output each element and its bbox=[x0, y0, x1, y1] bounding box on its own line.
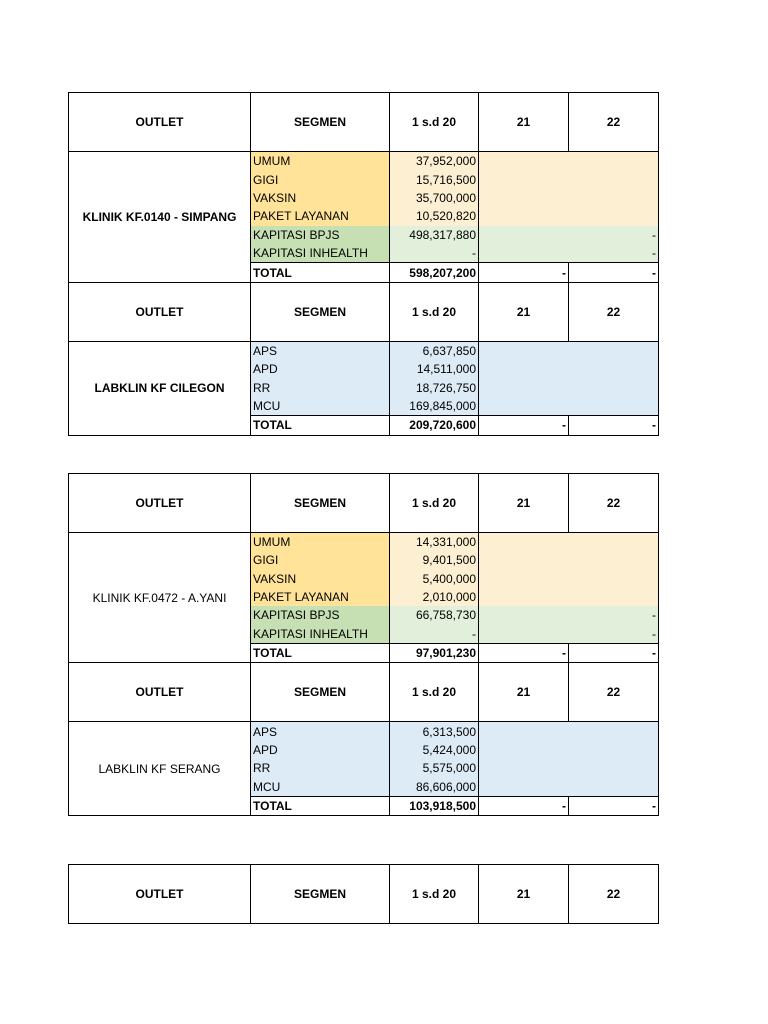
day21-cell bbox=[479, 722, 569, 741]
day21-cell bbox=[479, 152, 569, 171]
total-label: TOTAL bbox=[251, 796, 390, 815]
segment-cell: APS bbox=[251, 722, 390, 741]
table-row bbox=[69, 532, 659, 551]
header-period: 1 s.d 20 bbox=[390, 473, 479, 532]
header-21: 21 bbox=[479, 865, 569, 924]
day21-cell bbox=[479, 569, 569, 587]
header-22: 22 bbox=[569, 663, 659, 722]
day21-cell bbox=[479, 244, 569, 263]
value-cell: 14,511,000 bbox=[390, 360, 479, 378]
header-outlet: OUTLET bbox=[69, 282, 251, 341]
day22-cell bbox=[569, 569, 659, 587]
header-row bbox=[69, 663, 659, 722]
table-header-only bbox=[68, 864, 659, 924]
day22-cell bbox=[569, 778, 659, 797]
day22-cell bbox=[569, 532, 659, 551]
day22-cell: - bbox=[569, 244, 659, 263]
header-21: 21 bbox=[479, 473, 569, 532]
day22-cell bbox=[569, 551, 659, 569]
header-row bbox=[69, 865, 659, 924]
header-segmen: SEGMEN bbox=[251, 93, 390, 152]
segment-cell: UMUM bbox=[251, 532, 390, 551]
value-cell: 6,637,850 bbox=[390, 341, 479, 360]
header-row bbox=[69, 93, 659, 152]
day22-cell bbox=[569, 397, 659, 416]
value-cell: 66,758,730 bbox=[390, 606, 479, 624]
day22-cell: - bbox=[569, 226, 659, 244]
segment-cell: APS bbox=[251, 341, 390, 360]
header-outlet: OUTLET bbox=[69, 93, 251, 152]
total-day22: - bbox=[569, 644, 659, 663]
header-period: 1 s.d 20 bbox=[390, 865, 479, 924]
segment-cell: RR bbox=[251, 379, 390, 397]
value-cell: 9,401,500 bbox=[390, 551, 479, 569]
spreadsheet-page bbox=[68, 92, 658, 924]
value-cell: 2,010,000 bbox=[390, 588, 479, 606]
segment-cell: VAKSIN bbox=[251, 569, 390, 587]
header-21: 21 bbox=[479, 663, 569, 722]
segment-cell: KAPITASI INHEALTH bbox=[251, 625, 390, 644]
day22-cell bbox=[569, 341, 659, 360]
segment-cell: APD bbox=[251, 360, 390, 378]
day21-cell bbox=[479, 532, 569, 551]
total-day21: - bbox=[479, 416, 569, 435]
segment-cell: MCU bbox=[251, 778, 390, 797]
value-cell: - bbox=[390, 244, 479, 263]
segment-cell: KAPITASI BPJS bbox=[251, 226, 390, 244]
total-day21: - bbox=[479, 263, 569, 282]
day22-cell: - bbox=[569, 606, 659, 624]
value-cell: 5,575,000 bbox=[390, 759, 479, 777]
header-outlet: OUTLET bbox=[69, 663, 251, 722]
table-klinik-ayani bbox=[68, 473, 659, 817]
report-block-1 bbox=[68, 92, 658, 436]
day22-cell bbox=[569, 722, 659, 741]
segment-cell: VAKSIN bbox=[251, 189, 390, 207]
outlet-name: LABKLIN KF CILEGON bbox=[69, 341, 251, 435]
total-day22: - bbox=[569, 263, 659, 282]
total-label: TOTAL bbox=[251, 263, 390, 282]
header-22: 22 bbox=[569, 93, 659, 152]
day22-cell bbox=[569, 759, 659, 777]
segment-cell: KAPITASI INHEALTH bbox=[251, 244, 390, 263]
header-row bbox=[69, 473, 659, 532]
day21-cell bbox=[479, 741, 569, 759]
total-day22: - bbox=[569, 796, 659, 815]
segment-cell: PAKET LAYANAN bbox=[251, 207, 390, 225]
day22-cell bbox=[569, 379, 659, 397]
segment-cell: GIGI bbox=[251, 551, 390, 569]
value-cell: 37,952,000 bbox=[390, 152, 479, 171]
day21-cell bbox=[479, 606, 569, 624]
table-row bbox=[69, 722, 659, 741]
header-row bbox=[69, 282, 659, 341]
day21-cell bbox=[479, 551, 569, 569]
header-22: 22 bbox=[569, 473, 659, 532]
segment-cell: APD bbox=[251, 741, 390, 759]
total-day21: - bbox=[479, 796, 569, 815]
total-day21: - bbox=[479, 644, 569, 663]
day22-cell bbox=[569, 360, 659, 378]
value-cell: 14,331,000 bbox=[390, 532, 479, 551]
header-22: 22 bbox=[569, 865, 659, 924]
day21-cell bbox=[479, 397, 569, 416]
value-cell: 169,845,000 bbox=[390, 397, 479, 416]
value-cell: 86,606,000 bbox=[390, 778, 479, 797]
day21-cell bbox=[479, 588, 569, 606]
day21-cell bbox=[479, 226, 569, 244]
day21-cell bbox=[479, 189, 569, 207]
outlet-name: KLINIK KF.0472 - A.YANI bbox=[69, 532, 251, 663]
total-value: 103,918,500 bbox=[390, 796, 479, 815]
total-value: 97,901,230 bbox=[390, 644, 479, 663]
segment-cell: RR bbox=[251, 759, 390, 777]
header-21: 21 bbox=[479, 93, 569, 152]
total-label: TOTAL bbox=[251, 644, 390, 663]
value-cell: 35,700,000 bbox=[390, 189, 479, 207]
value-cell: - bbox=[390, 625, 479, 644]
report-block-2 bbox=[68, 473, 658, 817]
header-segmen: SEGMEN bbox=[251, 865, 390, 924]
day21-cell bbox=[479, 207, 569, 225]
header-period: 1 s.d 20 bbox=[390, 282, 479, 341]
header-period: 1 s.d 20 bbox=[390, 663, 479, 722]
header-outlet: OUTLET bbox=[69, 473, 251, 532]
value-cell: 6,313,500 bbox=[390, 722, 479, 741]
value-cell: 18,726,750 bbox=[390, 379, 479, 397]
segment-cell: GIGI bbox=[251, 170, 390, 188]
day21-cell bbox=[479, 379, 569, 397]
table-klinik-simpang bbox=[68, 92, 659, 436]
header-22: 22 bbox=[569, 282, 659, 341]
outlet-name: KLINIK KF.0140 - SIMPANG bbox=[69, 152, 251, 283]
day22-cell: - bbox=[569, 625, 659, 644]
value-cell: 5,424,000 bbox=[390, 741, 479, 759]
day22-cell bbox=[569, 207, 659, 225]
value-cell: 10,520,820 bbox=[390, 207, 479, 225]
total-label: TOTAL bbox=[251, 416, 390, 435]
table-row bbox=[69, 152, 659, 171]
day21-cell bbox=[479, 625, 569, 644]
header-outlet: OUTLET bbox=[69, 865, 251, 924]
value-cell: 15,716,500 bbox=[390, 170, 479, 188]
header-segmen: SEGMEN bbox=[251, 473, 390, 532]
day21-cell bbox=[479, 360, 569, 378]
day21-cell bbox=[479, 778, 569, 797]
day21-cell bbox=[479, 170, 569, 188]
header-period: 1 s.d 20 bbox=[390, 93, 479, 152]
day22-cell bbox=[569, 170, 659, 188]
day22-cell bbox=[569, 189, 659, 207]
segment-cell: PAKET LAYANAN bbox=[251, 588, 390, 606]
total-value: 209,720,600 bbox=[390, 416, 479, 435]
total-day22: - bbox=[569, 416, 659, 435]
outlet-name: LABKLIN KF SERANG bbox=[69, 722, 251, 816]
day21-cell bbox=[479, 341, 569, 360]
day22-cell bbox=[569, 588, 659, 606]
segment-cell: UMUM bbox=[251, 152, 390, 171]
header-segmen: SEGMEN bbox=[251, 282, 390, 341]
header-segmen: SEGMEN bbox=[251, 663, 390, 722]
segment-cell: KAPITASI BPJS bbox=[251, 606, 390, 624]
day21-cell bbox=[479, 759, 569, 777]
total-value: 598,207,200 bbox=[390, 263, 479, 282]
day22-cell bbox=[569, 152, 659, 171]
value-cell: 498,317,880 bbox=[390, 226, 479, 244]
segment-cell: MCU bbox=[251, 397, 390, 416]
report-block-3 bbox=[68, 864, 658, 924]
table-row bbox=[69, 341, 659, 360]
day22-cell bbox=[569, 741, 659, 759]
header-21: 21 bbox=[479, 282, 569, 341]
value-cell: 5,400,000 bbox=[390, 569, 479, 587]
